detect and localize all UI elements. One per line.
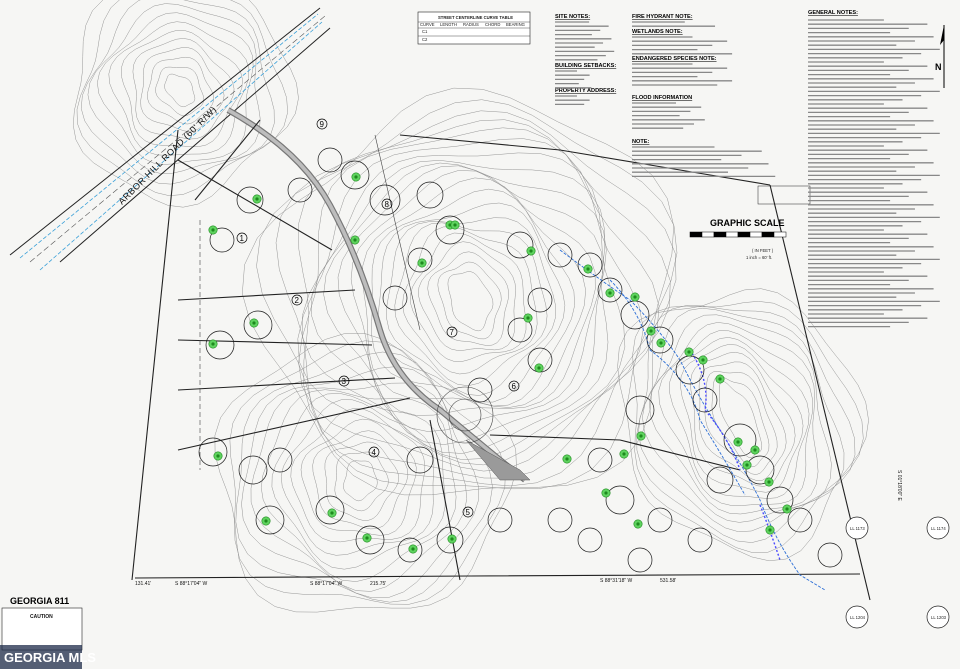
svg-text:S 88°17'04" W: S 88°17'04" W — [310, 581, 343, 587]
svg-text:C1: C1 — [422, 29, 428, 34]
svg-text:7: 7 — [449, 328, 454, 337]
road-name-label: ARBOR HILL ROAD (60' R/W) — [116, 104, 219, 207]
svg-text:GRAPHIC SCALE: GRAPHIC SCALE — [710, 218, 785, 228]
svg-text:GEORGIA 811: GEORGIA 811 — [10, 596, 70, 606]
svg-text:LL 1173: LL 1173 — [850, 526, 865, 531]
svg-text:215.75': 215.75' — [370, 581, 387, 587]
land-lot-1204 — [846, 606, 868, 628]
svg-text:CAUTION: CAUTION — [30, 614, 53, 620]
svg-text:BEARING: BEARING — [506, 22, 525, 27]
mls-watermark — [0, 645, 96, 669]
svg-text:FLOOD INFORMATION: FLOOD INFORMATION — [632, 95, 693, 101]
svg-text:LL 1174: LL 1174 — [931, 526, 946, 531]
svg-text:5: 5 — [465, 508, 470, 517]
land-lot-1173 — [846, 517, 868, 539]
svg-text:STREET CENTERLINE CURVE TABLE: STREET CENTERLINE CURVE TABLE — [438, 15, 513, 20]
svg-text:NOTE:: NOTE: — [632, 139, 650, 145]
svg-text:GENERAL NOTES:: GENERAL NOTES: — [808, 10, 858, 16]
svg-text:CHORD: CHORD — [485, 22, 501, 27]
svg-text:1 inch = 60' ft.: 1 inch = 60' ft. — [746, 255, 773, 260]
svg-text:S 88°17'04" W: S 88°17'04" W — [175, 581, 208, 587]
svg-text:S 01°18'00" E: S 01°18'00" E — [896, 470, 902, 501]
svg-text:BUILDING SETBACKS:: BUILDING SETBACKS: — [555, 63, 617, 69]
svg-text:( IN FEET ): ( IN FEET ) — [752, 248, 774, 253]
svg-text:4: 4 — [371, 448, 376, 457]
svg-text:2: 2 — [294, 296, 299, 305]
svg-text:6: 6 — [511, 382, 516, 391]
curve-table — [418, 12, 530, 44]
svg-text:WETLANDS NOTE:: WETLANDS NOTE: — [632, 29, 683, 35]
svg-text:ENDANGERED SPECIES NOTE:: ENDANGERED SPECIES NOTE: — [632, 56, 717, 62]
svg-text:1: 1 — [239, 234, 244, 243]
svg-text:3: 3 — [341, 377, 346, 386]
land-lot-1203 — [927, 606, 949, 628]
svg-text:531.58': 531.58' — [660, 578, 677, 584]
svg-text:S 88°31'18" W: S 88°31'18" W — [600, 578, 633, 584]
svg-text:CURVE: CURVE — [420, 22, 435, 27]
svg-text:8: 8 — [384, 200, 389, 209]
land-lot-1174 — [927, 517, 949, 539]
svg-text:C2: C2 — [422, 37, 428, 42]
svg-text:LENGTH: LENGTH — [440, 22, 457, 27]
svg-text:LL 1203: LL 1203 — [931, 615, 946, 620]
svg-text:PROPERTY ADDRESS:: PROPERTY ADDRESS: — [555, 88, 617, 94]
svg-text:SITE NOTES:: SITE NOTES: — [555, 14, 591, 20]
svg-text:9: 9 — [319, 120, 324, 129]
svg-text:RADIUS: RADIUS — [463, 22, 479, 27]
svg-text:FIRE HYDRANT NOTE:: FIRE HYDRANT NOTE: — [632, 14, 693, 20]
svg-text:131.41': 131.41' — [135, 581, 152, 587]
svg-text:LL 1204: LL 1204 — [850, 615, 865, 620]
svg-text:N: N — [935, 62, 942, 72]
svg-text:GEORGIA MLS: GEORGIA MLS — [4, 650, 96, 665]
